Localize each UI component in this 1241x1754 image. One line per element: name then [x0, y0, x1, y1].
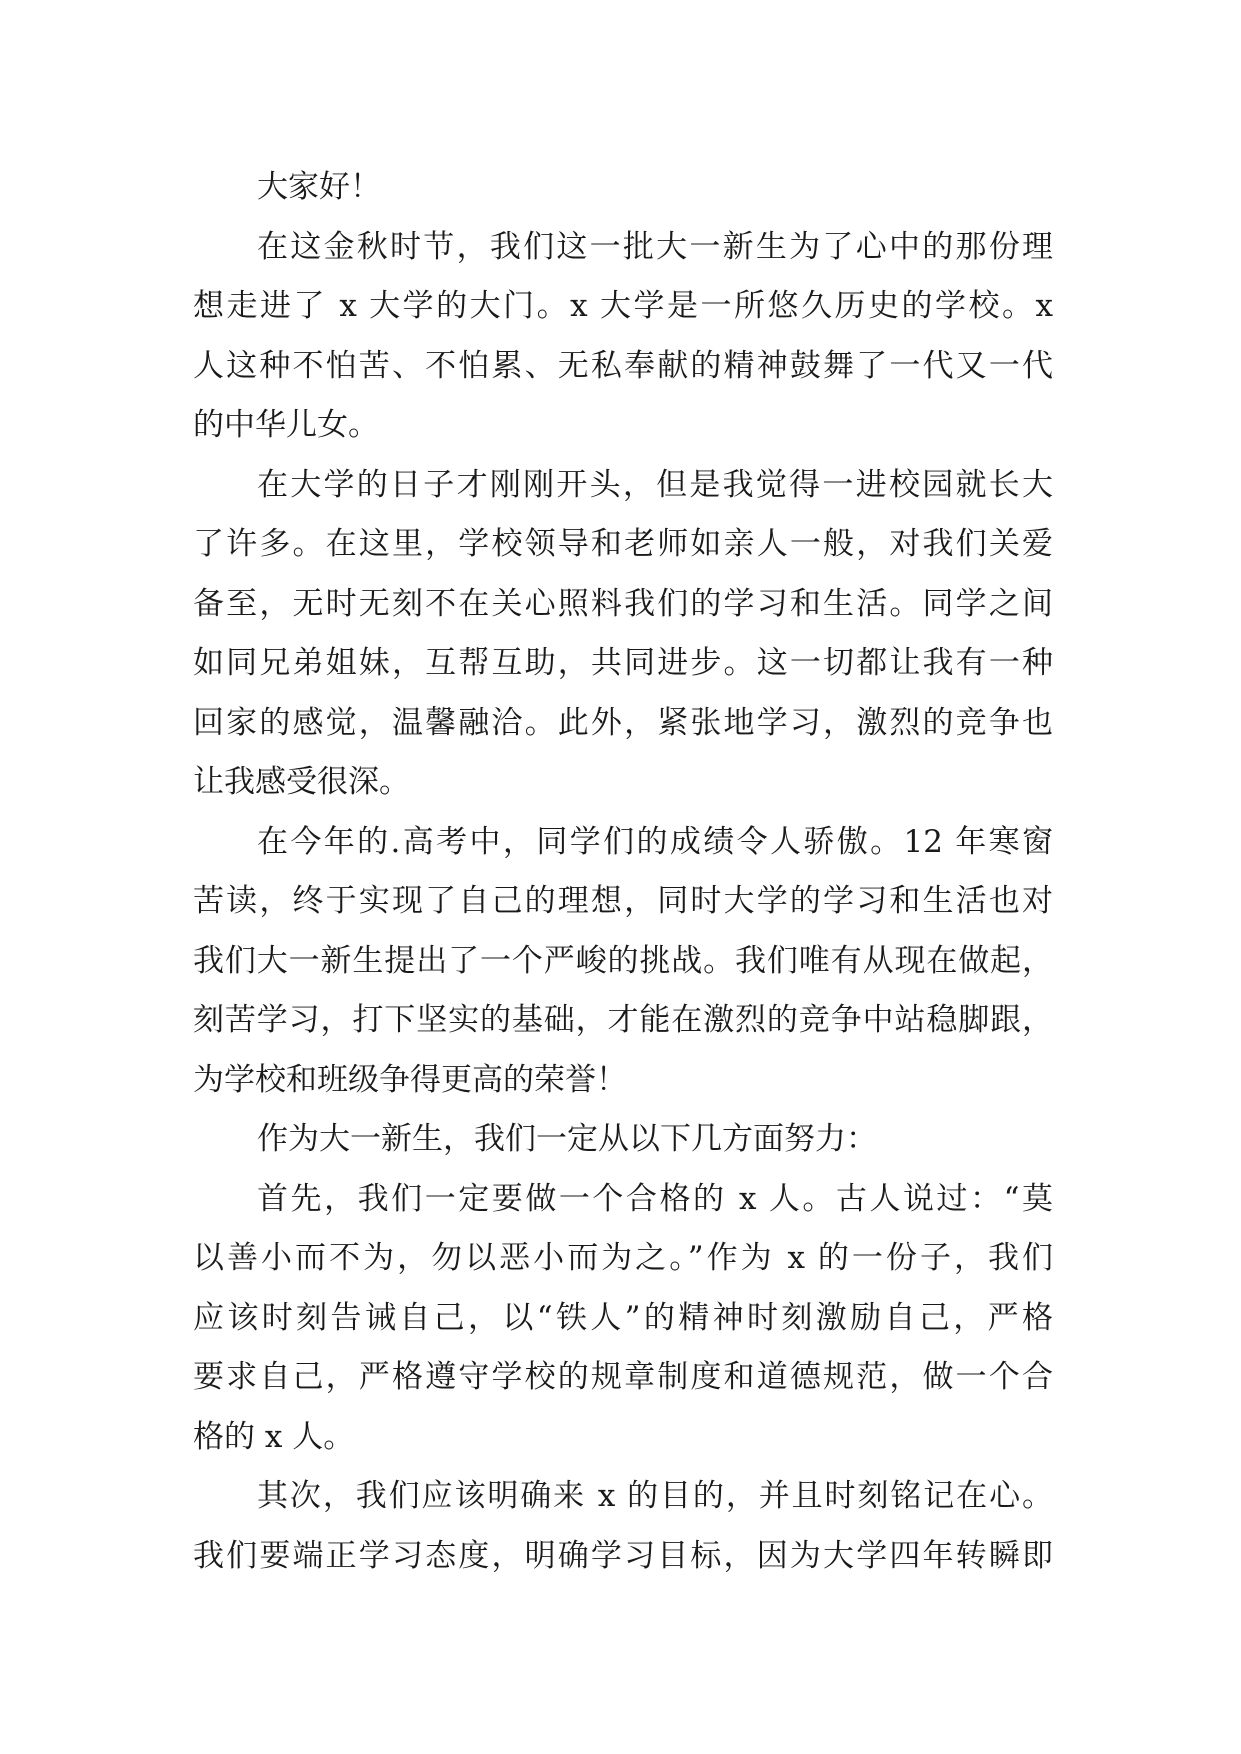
text-line: 应该时刻告诫自己，以“铁人”的精神时刻激励自己，严格: [193, 1300, 1053, 1336]
text-line: 大家好！: [257, 169, 381, 205]
text-line: 的中华儿女。: [193, 407, 379, 443]
text-line: 作为大一新生，我们一定从以下几方面努力：: [257, 1121, 877, 1157]
text-line: 在今年的.高考中，同学们的成绩令人骄傲。12 年寒窗: [257, 824, 1053, 860]
text-line: 以善小而不为，勿以恶小而为之。”作为 x 的一份子，我们: [193, 1240, 1053, 1276]
text-line: 苦读，终于实现了自己的理想，同时大学的学习和生活也对: [193, 883, 1053, 919]
text-line: 为学校和班级争得更高的荣誉！: [193, 1062, 627, 1098]
text-line: 在这金秋时节，我们这一批大一新生为了心中的那份理: [257, 229, 1053, 265]
text-line: 了许多。在这里，学校领导和老师如亲人一般，对我们关爱: [193, 526, 1053, 562]
text-line: 格的 x 人。: [193, 1419, 355, 1455]
text-line: 想走进了 x 大学的大门。x 大学是一所悠久历史的学校。x: [193, 288, 1053, 324]
text-line: 人这种不怕苦、不怕累、无私奉献的精神鼓舞了一代又一代: [193, 348, 1053, 384]
text-line: 备至，无时无刻不在关心照料我们的学习和生活。同学之间: [193, 586, 1053, 622]
text-line: 要求自己，严格遵守学校的规章制度和道德规范，做一个合: [193, 1359, 1053, 1395]
text-line: 其次，我们应该明确来 x 的目的，并且时刻铭记在心。: [257, 1478, 1053, 1514]
text-line: 如同兄弟姐妹，互帮互助，共同进步。这一切都让我有一种: [193, 645, 1053, 681]
text-line: 我们要端正学习态度，明确学习目标，因为大学四年转瞬即: [193, 1538, 1053, 1574]
text-line: 回家的感觉，温馨融洽。此外，紧张地学习，激烈的竞争也: [193, 705, 1053, 741]
text-line: 在大学的日子才刚刚开头，但是我觉得一进校园就长大: [257, 467, 1053, 503]
text-line: 让我感受很深。: [193, 764, 410, 800]
text-line: 我们大一新生提出了一个严峻的挑战。我们唯有从现在做起，: [193, 943, 1053, 979]
text-line: 刻苦学习，打下坚实的基础，才能在激烈的竞争中站稳脚跟，: [193, 1002, 1053, 1038]
text-line: 首先，我们一定要做一个合格的 x 人。古人说过：“莫: [257, 1181, 1053, 1217]
